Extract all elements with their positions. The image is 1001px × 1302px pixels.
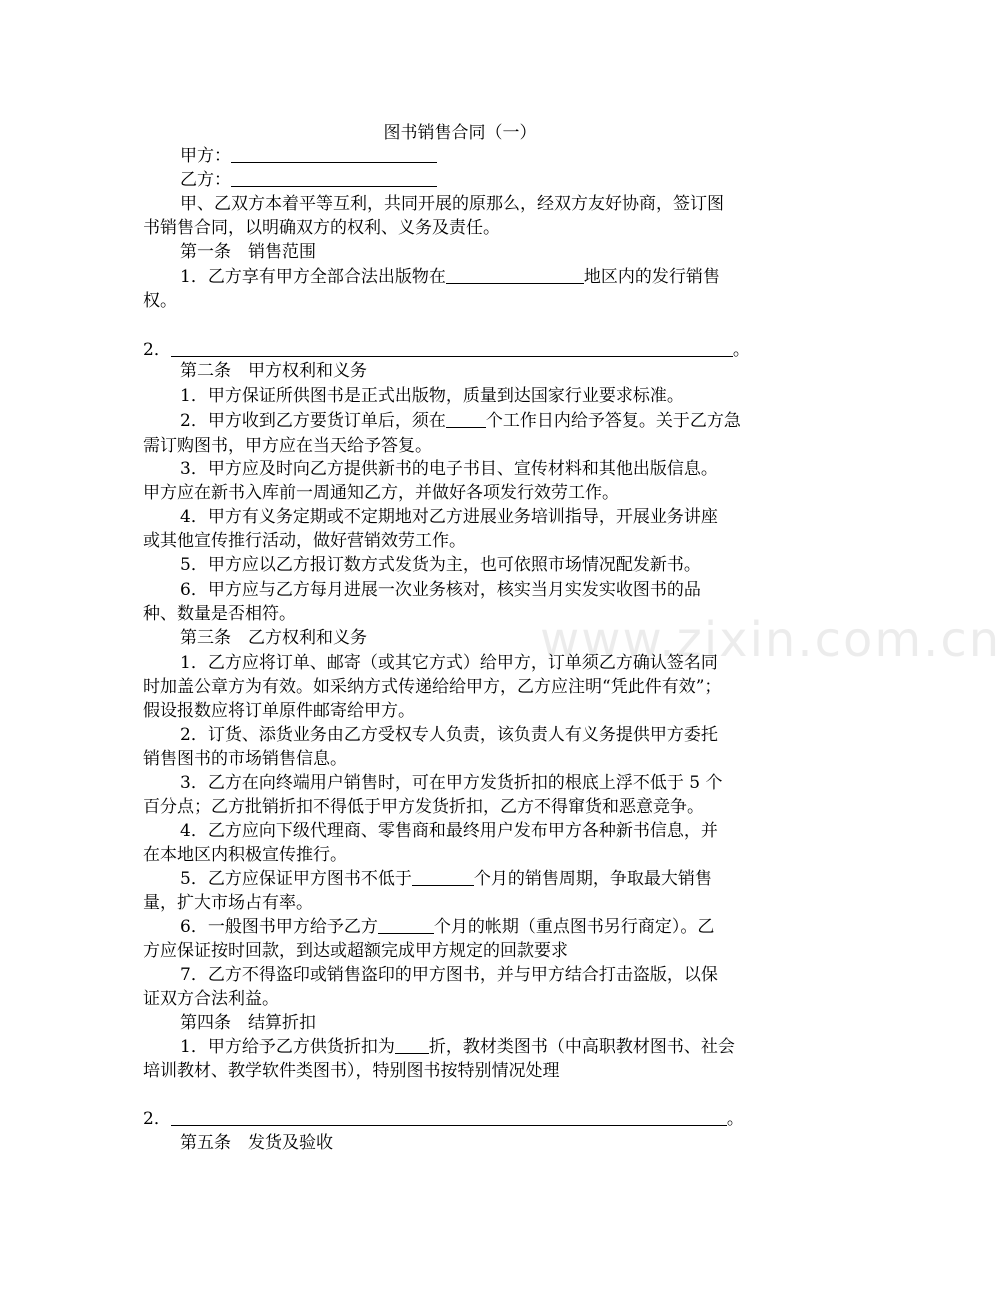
payment-term-blank: [378, 915, 434, 934]
clause-3-4-line-2: 在本地区内积极宣传推行。: [143, 845, 347, 865]
clause-3-6-line-2: 方应保证按时回款，到达或超额完成甲方规定的回款要求: [143, 941, 568, 961]
party-a-blank: [231, 144, 437, 163]
clause-1-1-line-1: [180, 264, 810, 291]
region-blank: [446, 265, 584, 284]
party-b-blank: [231, 168, 437, 187]
clause-text: 1．乙方享有甲方全部合法出版物在: [180, 267, 446, 287]
clause-text: 6．一般图书甲方给予乙方: [180, 917, 378, 937]
clause-text: 地区内的发行销售: [583, 267, 720, 287]
page-title: 图书销售合同（一）: [383, 123, 537, 143]
clause-3-4-line-1: 4．乙方应向下级代理商、零售商和最终用户发布甲方各种新书信息，并: [180, 821, 718, 841]
article-2-heading: 第二条 甲方权利和义务: [180, 361, 367, 381]
clause-3-7-line-2: 证双方合法利益。: [143, 989, 279, 1009]
party-a-line: [180, 143, 810, 170]
clause-3-7-line-1: 7．乙方不得盗印或销售盗印的甲方图书，并与甲方结合打击盗版，以保: [180, 965, 718, 985]
clause-3-1-line-2: 时加盖公章方为有效。如采纳方式传递给给甲方，乙方应注明“凭此件有效”；: [143, 677, 722, 697]
clause-3-3-line-2: 百分点；乙方批销折扣不得低于甲方发货折扣，乙方不得窜货和恶意竞争。: [143, 797, 704, 817]
clause-4-1-line-1: [180, 1034, 810, 1061]
clause-text: 个月的销售周期，争取最大销售: [473, 869, 712, 889]
article-5-heading: 第五条 发货及验收: [180, 1133, 333, 1153]
clause-text: 个月的帐期（重点图书另行商定）。乙: [433, 917, 715, 937]
clause-4-1-line-2: 培训教材、教学软件类图书），特别图书按特别情况处理: [143, 1061, 560, 1081]
preamble-line-1: 甲、乙双方本着平等互利，共同开展的原那么，经双方友好协商，签订图: [180, 194, 724, 214]
sales-period-blank: [412, 867, 474, 886]
clause-end-mark: 。: [726, 1109, 744, 1129]
watermark: www.zixin.com.cn: [540, 612, 1001, 668]
clause-2-2-line-1: [180, 408, 810, 435]
discount-blank: [395, 1035, 429, 1054]
party-b-label: 乙方：: [180, 170, 231, 190]
clause-4-2-blank: [171, 1107, 727, 1126]
party-a-label: 甲方：: [180, 146, 231, 166]
clause-3-3-line-1: 3．乙方在向终端用户销售时，可在甲方发货折扣的根底上浮不低于 5 个: [180, 773, 723, 793]
clause-text: 2．甲方收到乙方要货订单后，须在: [180, 411, 446, 431]
clause-2-5: 5．甲方应以乙方报订数方式发货为主，也可依照市场情况配发新书。: [180, 555, 701, 575]
clause-3-5-line-1: [180, 866, 810, 893]
clause-number: 2．: [143, 1109, 171, 1129]
clause-2-4-line-2: 或其他宣传推行活动，做好营销效劳工作。: [143, 531, 466, 551]
clause-3-1-line-1: 1．乙方应将订单、邮寄（或其它方式）给甲方，订单须乙方确认签名同: [180, 653, 718, 673]
clause-2-3-line-2: 甲方应在新书入库前一周通知乙方，并做好各项发行效劳工作。: [143, 483, 619, 503]
workdays-blank: [446, 409, 486, 428]
clause-4-2: [143, 1106, 773, 1133]
clause-3-2-line-1: 2．订货、添货业务由乙方受权专人负责，该负责人有义务提供甲方委托: [180, 725, 718, 745]
clause-text: 折，教材类图书（中高职教材图书、社会: [428, 1037, 735, 1057]
article-1-heading: 第一条 销售范围: [180, 242, 316, 262]
clause-2-4-line-1: 4．甲方有义务定期或不定期地对乙方进展业务培训指导，开展业务讲座: [180, 507, 718, 527]
clause-text: 5．乙方应保证甲方图书不低于: [180, 869, 412, 889]
clause-text: 1．甲方给予乙方供货折扣为: [180, 1037, 395, 1057]
clause-2-6-line-1: 6．甲方应与乙方每月进展一次业务核对，核实当月实发实收图书的品: [180, 580, 701, 600]
clause-2-1: 1．甲方保证所供图书是正式出版物，质量到达国家行业要求标准。: [180, 386, 684, 406]
clause-end-mark: 。: [732, 340, 750, 360]
clause-1-2-blank: [171, 338, 733, 357]
clause-2-2-line-2: 需订购图书，甲方应在当天给予答复。: [143, 436, 432, 456]
article-3-heading: 第三条 乙方权利和义务: [180, 628, 367, 648]
clause-1-1-line-2: 权。: [143, 291, 177, 311]
preamble-line-2: 书销售合同，以明确双方的权利、义务及责任。: [143, 218, 500, 238]
clause-2-6-line-2: 种、数量是否相符。: [143, 604, 296, 624]
article-4-heading: 第四条 结算折扣: [180, 1013, 316, 1033]
clause-3-5-line-2: 量，扩大市场占有率。: [143, 893, 313, 913]
clause-2-3-line-1: 3．甲方应及时向乙方提供新书的电子书目、宣传材料和其他出版信息。: [180, 459, 718, 479]
clause-3-1-line-3: 假设报数应将订单原件邮寄给甲方。: [143, 701, 415, 721]
clause-3-2-line-2: 销售图书的市场销售信息。: [143, 749, 347, 769]
clause-text: 个工作日内给予答复。关于乙方急: [485, 411, 741, 431]
party-b-line: [180, 167, 810, 194]
clause-3-6-line-1: [180, 914, 810, 941]
clause-number: 2．: [143, 340, 171, 360]
